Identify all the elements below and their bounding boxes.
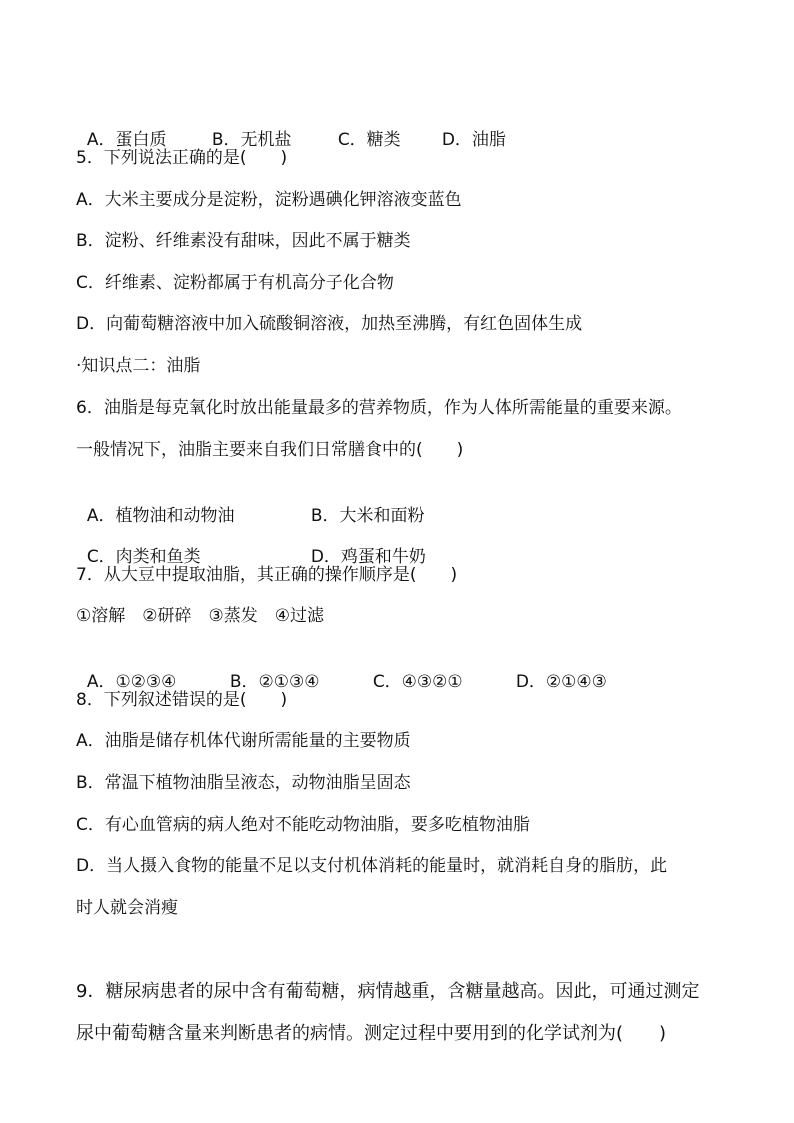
q4-option-c: C．糖类 bbox=[337, 130, 401, 150]
q8-option-d-line2: 时人就会消瘦 bbox=[76, 898, 178, 918]
q8-option-c: C．有心血管病的病人绝对不能吃动物油脂，要多吃植物油脂 bbox=[76, 815, 530, 835]
q7-option-b: B．②①③④ bbox=[229, 672, 320, 692]
q9-stem-line1: 9．糖尿病患者的尿中含有葡萄糖，病情越重，含糖量越高。因此，可通过测定 bbox=[76, 981, 700, 1002]
q5-option-c: C．纤维素、淀粉都属于有机高分子化合物 bbox=[76, 273, 394, 293]
q8-option-a: A．油脂是储存机体代谢所需能量的主要物质 bbox=[76, 731, 411, 751]
q6-option-d: D．鸡蛋和牛奶 bbox=[310, 547, 426, 567]
q5-option-b: B．淀粉、纤维素没有甜味，因此不属于糖类 bbox=[76, 231, 411, 251]
q5-option-d: D．向葡萄糖溶液中加入硫酸铜溶液，加热至沸腾，有红色固体生成 bbox=[76, 314, 583, 334]
q7-stem: 7．从大豆中提取油脂，其正确的操作顺序是( ) bbox=[76, 565, 458, 585]
q4-option-a: A．蛋白质 bbox=[86, 130, 167, 150]
q8-option-d-line1: D．当人摄入食物的能量不足以支付机体消耗的能量时，就消耗自身的脂肪，此 bbox=[76, 856, 668, 876]
q4-option-d: D．油脂 bbox=[441, 130, 506, 150]
q8-stem: 8．下列叙述错误的是( ) bbox=[76, 690, 288, 710]
q7-option-a: A．①②③④ bbox=[86, 672, 177, 692]
q5-option-a: A．大米主要成分是淀粉，淀粉遇碘化钾溶液变蓝色 bbox=[76, 190, 462, 210]
knowledge-point-heading: ·知识点二：油脂 bbox=[76, 356, 201, 376]
q6-option-b: B．大米和面粉 bbox=[310, 506, 425, 526]
q7-option-c: C．④③②① bbox=[372, 672, 463, 692]
q5-stem: 5．下列说法正确的是( ) bbox=[76, 148, 288, 168]
q4-option-b: B．无机盐 bbox=[211, 130, 292, 150]
q6-stem-line2: 一般情况下，油脂主要来自我们日常膳食中的( ) bbox=[76, 440, 464, 460]
q4-options-row bbox=[76, 104, 506, 152]
q6-option-a: A．植物油和动物油 bbox=[86, 506, 235, 526]
q6-stem-line1: 6．油脂是每克氧化时放出能量最多的营养物质，作为人体所需能量的重要来源。 bbox=[76, 398, 682, 418]
q6-option-c: C．肉类和鱼类 bbox=[86, 547, 201, 567]
q8-option-b: B．常温下植物油脂呈液态，动物油脂呈固态 bbox=[76, 773, 411, 793]
q7-options-row bbox=[76, 646, 607, 694]
q6-options-row2 bbox=[76, 521, 426, 569]
q9-stem-line2: 尿中葡萄糖含量来判断患者的病情。测定过程中要用到的化学试剂为( ) bbox=[76, 1023, 667, 1044]
q7-steps: ①溶解 ②研碎 ③蒸发 ④过滤 bbox=[76, 606, 324, 626]
q7-option-d: D．②①④③ bbox=[515, 672, 607, 692]
